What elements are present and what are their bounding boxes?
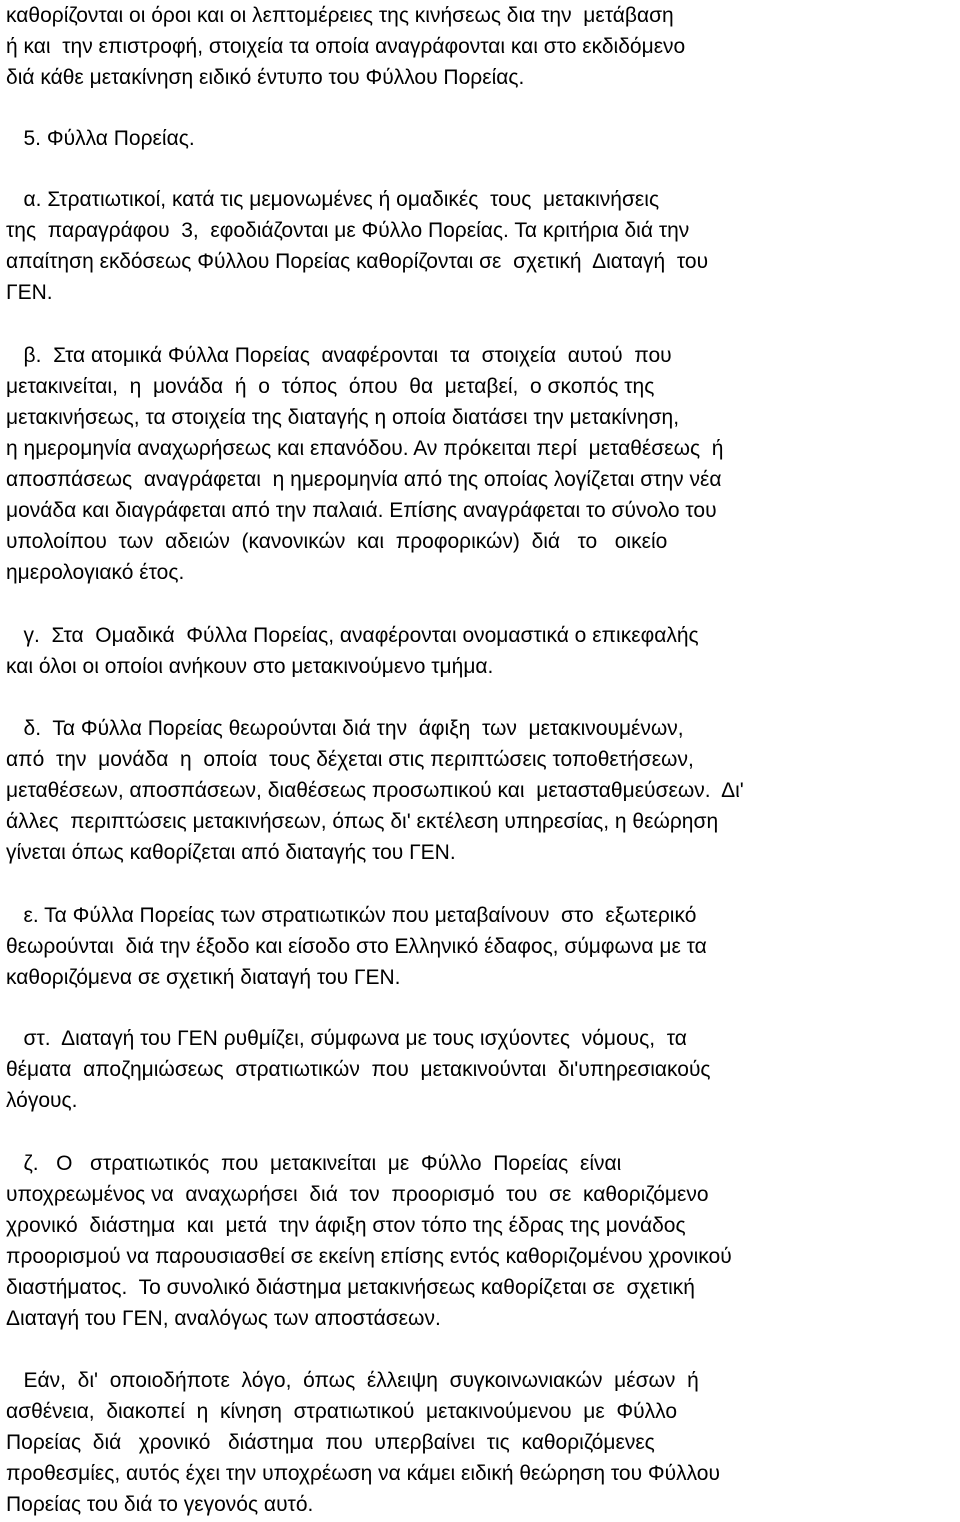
text-line: διά κάθε μετακίνηση ειδικό έντυπο του Φύλλου Πορείας.	[6, 66, 525, 89]
text-line: ζ. Ο στρατιωτικός που μετακινείται με Φύλλο Πορείας είναι	[6, 1152, 622, 1175]
text-line: δ. Τα Φύλλα Πορείας θεωρούνται διά την άφιξη των μετακινουμένων,	[6, 717, 684, 740]
text-line: ΓΕΝ.	[6, 281, 53, 304]
text-line: μεταθέσεων, αποσπάσεων, διαθέσεως προσωπικού και μετασταθμεύσεων. Δι'	[6, 779, 744, 802]
text-line: ή και την επιστροφή, στοιχεία τα οποία αναγράφονται και στο εκδιδόμενο	[6, 35, 686, 58]
text-line: θέματα αποζημιώσεως στρατιωτικών που μετακινούνται δι'υπηρεσιακούς	[6, 1058, 711, 1081]
text-line: αποσπάσεως αναγράφεται η ημερομηνία από της οποίας λογίζεται στην νέα	[6, 468, 722, 491]
paragraph-b	[6, 340, 956, 588]
paragraph-c	[6, 620, 956, 682]
text-line: υπολοίπου των αδειών (κανονικών και προφορικών) διά το οικείο	[6, 530, 668, 553]
text-line: μετακινείται, η μονάδα ή ο τόπος όπου θα μεταβεί, ο σκοπός της	[6, 375, 655, 398]
text-line: Διαταγή του ΓΕΝ, αναλόγως των αποστάσεων.	[6, 1307, 441, 1330]
text-line: της παραγράφου 3, εφοδιάζονται με Φύλλο Πορείας. Τα κριτήρια διά την	[6, 219, 690, 242]
text-line: άλλες περιπτώσεις μετακινήσεων, όπως δι' εκτέλεση υπηρεσίας, η θεώρηση	[6, 810, 719, 833]
text-line: γ. Στα Ομαδικά Φύλλα Πορείας, αναφέρονται ονομαστικά ο επικεφαλής	[6, 624, 699, 647]
text-line: και όλοι οι οποίοι ανήκουν στο μετακινούμενο τμήμα.	[6, 655, 494, 678]
text-line: στ. Διαταγή του ΓΕΝ ρυθμίζει, σύμφωνα με τους ισχύοντες νόμους, τα	[6, 1027, 687, 1050]
text-line: γίνεται όπως καθορίζεται από διαταγής του ΓΕΝ.	[6, 841, 456, 864]
paragraph-d	[6, 713, 956, 868]
text-line: Πορείας του διά το γεγονός αυτό.	[6, 1493, 314, 1516]
text-line: Εάν, δι' οποιοδήποτε λόγο, όπως έλλειψη συγκοινωνιακών μέσων ή	[6, 1369, 699, 1392]
text-line: θεωρούνται διά την έξοδο και είσοδο στο Ελληνικό έδαφος, σύμφωνα με τα	[6, 935, 707, 958]
text-line: υποχρεωμένος να αναχωρήσει διά τον προορισμό του σε καθοριζόμενο	[6, 1183, 709, 1206]
text-line: διαστήματος. Το συνολικό διάστημα μετακινήσεως καθορίζεται σε σχετική	[6, 1276, 695, 1299]
text-line: ημερολογιακό έτος.	[6, 561, 185, 584]
text-line: απαίτηση εκδόσεως Φύλλου Πορείας καθορίζονται σε σχετική Διαταγή του	[6, 250, 709, 273]
text-line: η ημερομηνία αναχωρήσεως και επανόδου. Αν πρόκειται περί μεταθέσεως ή	[6, 437, 724, 460]
paragraph-z	[6, 1148, 956, 1334]
text-line: ε. Τα Φύλλα Πορείας των στρατιωτικών που μεταβαίνουν στο εξωτερικό	[6, 904, 697, 927]
section-heading-line: 5. Φύλλα Πορείας.	[6, 127, 195, 150]
text-line: χρονικό διάστημα και μετά την άφιξη στον τόπο της έδρας της μονάδος	[6, 1214, 686, 1237]
section-5-heading	[6, 123, 956, 154]
text-line: καθορίζονται οι όροι και οι λεπτομέρειες της κινήσεως δια την μετάβαση	[6, 4, 674, 27]
paragraph-st	[6, 1023, 956, 1116]
text-line: προθεσμίες, αυτός έχει την υποχρέωση να κάμει ειδική θεώρηση του Φύλλου	[6, 1462, 720, 1485]
text-line: λόγους.	[6, 1089, 78, 1112]
intro-continuation-paragraph	[6, 0, 956, 93]
text-line: μετακινήσεως, τα στοιχεία της διαταγής η οποία διατάσει την μετακίνηση,	[6, 406, 680, 429]
text-line: προορισμού να παρουσιασθεί σε εκείνη επίσης εντός καθοριζομένου χρονικού	[6, 1245, 732, 1268]
text-line: Πορείας διά χρονικό διάστημα που υπερβαίνει τις καθοριζόμενες	[6, 1431, 655, 1454]
text-line: ασθένεια, διακοπεί η κίνηση στρατιωτικού μετακινούμενου με Φύλλο	[6, 1400, 678, 1423]
paragraph-e	[6, 900, 956, 993]
paragraph-a	[6, 184, 956, 308]
paragraph-final	[6, 1365, 956, 1520]
text-line: β. Στα ατομικά Φύλλα Πορείας αναφέρονται τα στοιχεία αυτού που	[6, 344, 672, 367]
text-line: καθοριζόμενα σε σχετική διαταγή του ΓΕΝ.	[6, 966, 401, 989]
text-line: α. Στρατιωτικοί, κατά τις μεμονωμένες ή ομαδικές τους μετακινήσεις	[6, 188, 660, 211]
text-line: μονάδα και διαγράφεται από την παλαιά. Επίσης αναγράφεται το σύνολο του	[6, 499, 717, 522]
text-line: από την μονάδα η οποία τους δέχεται στις περιπτώσεις τοποθετήσεων,	[6, 748, 694, 771]
